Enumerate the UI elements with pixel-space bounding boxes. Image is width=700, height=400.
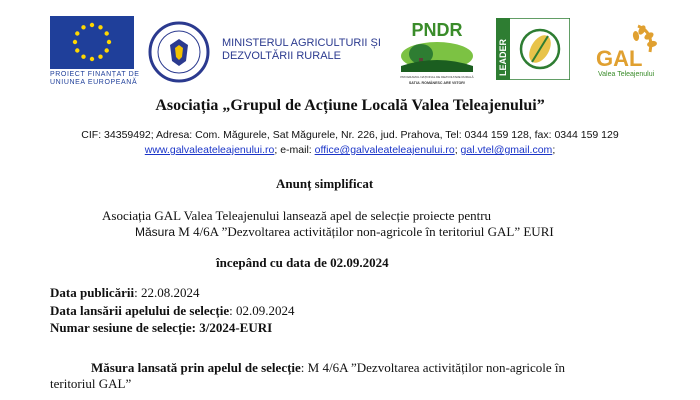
- ministry-name: [222, 37, 381, 63]
- measure-launched-label: Măsura lansată prin apelul de selecție: [91, 360, 301, 375]
- publication-date-row: [50, 285, 200, 301]
- eu-caption: PROIECT FINANȚAT DE UNIUNEA EUROPEANĂ: [50, 71, 140, 86]
- start-date-line: începând cu data de 02.09.2024: [216, 255, 389, 270]
- svg-text:GAL: GAL: [596, 46, 643, 71]
- intro-line-2: [135, 224, 554, 240]
- leader-logo: [496, 18, 570, 80]
- email-label: ; e-mail:: [274, 144, 312, 156]
- announcement-title: Anunț simplificat: [276, 176, 374, 191]
- session-row: [50, 320, 272, 336]
- measure-launched-line-2: teritoriul GAL”: [50, 376, 132, 391]
- publication-date-value: : 22.08.2024: [134, 285, 200, 300]
- launch-date-label: Data lansării apelului de selecție: [50, 303, 230, 318]
- association-title: Asociația „Grupul de Acțiune Locală Valea Teleajenului”: [155, 97, 545, 114]
- email-link-office[interactable]: office@galvaleateleajenului.ro: [314, 144, 455, 156]
- eu-flag-logo: [50, 16, 134, 69]
- ministry-line-2: DEZVOLTĂRII RURALE: [222, 50, 341, 62]
- measure-launched-value: : M 4/6A ”Dezvoltarea activităților non-agricole în: [300, 360, 566, 375]
- website-link[interactable]: www.galvaleateleajenului.ro: [144, 144, 275, 156]
- email-link-gmail[interactable]: gal.vtel@gmail.com: [460, 144, 553, 156]
- government-seal-logo: [148, 21, 210, 83]
- contact-address-line: CIF: 34359492; Adresa: Com. Măgurele, Sat Măgurele, Nr. 226, jud. Prahova, Tel: 0344 159 128, fax: 0344 159 129: [81, 129, 619, 141]
- publication-date-label: Data publicării: [50, 285, 135, 300]
- measure-word: Măsura: [135, 225, 176, 239]
- launch-date-row: [50, 303, 294, 319]
- measure-launched-line: [91, 360, 565, 376]
- svg-text:SATUL ROMÂNESC ARE VIITOR!: SATUL ROMÂNESC ARE VIITOR!: [408, 81, 466, 85]
- pndr-logo: [397, 18, 477, 86]
- svg-text:PNDR: PNDR: [411, 20, 463, 40]
- launch-date-value: : 02.09.2024: [229, 303, 295, 318]
- measure-title: M 4/6A ”Dezvoltarea activităților non-agricole în teritoriul GAL” EURI: [178, 224, 554, 239]
- svg-text:Valea Teleajenului: Valea Teleajenului: [598, 71, 655, 78]
- ministry-line-1: MINISTERUL AGRICULTURII ȘI: [222, 37, 381, 49]
- svg-text:LEADER: LEADER: [498, 38, 508, 76]
- contact-web-line: www.galvaleateleajenului.ro; e-mail: office@galvaleateleajenului.ro; gal.vtel@gmail.com;: [144, 144, 556, 156]
- svg-text:PROGRAMUL NAȚIONAL DE DEZVOLTA: PROGRAMUL NAȚIONAL DE DEZVOLTARE RURALĂ: [400, 75, 474, 79]
- session-label: Numar sesiune de selecție: 3/2024-EURI: [50, 320, 273, 335]
- gal-logo: [592, 22, 670, 80]
- intro-line-1: Asociația GAL Valea Teleajenului lansează apel de selecție proiecte pentru: [102, 208, 492, 223]
